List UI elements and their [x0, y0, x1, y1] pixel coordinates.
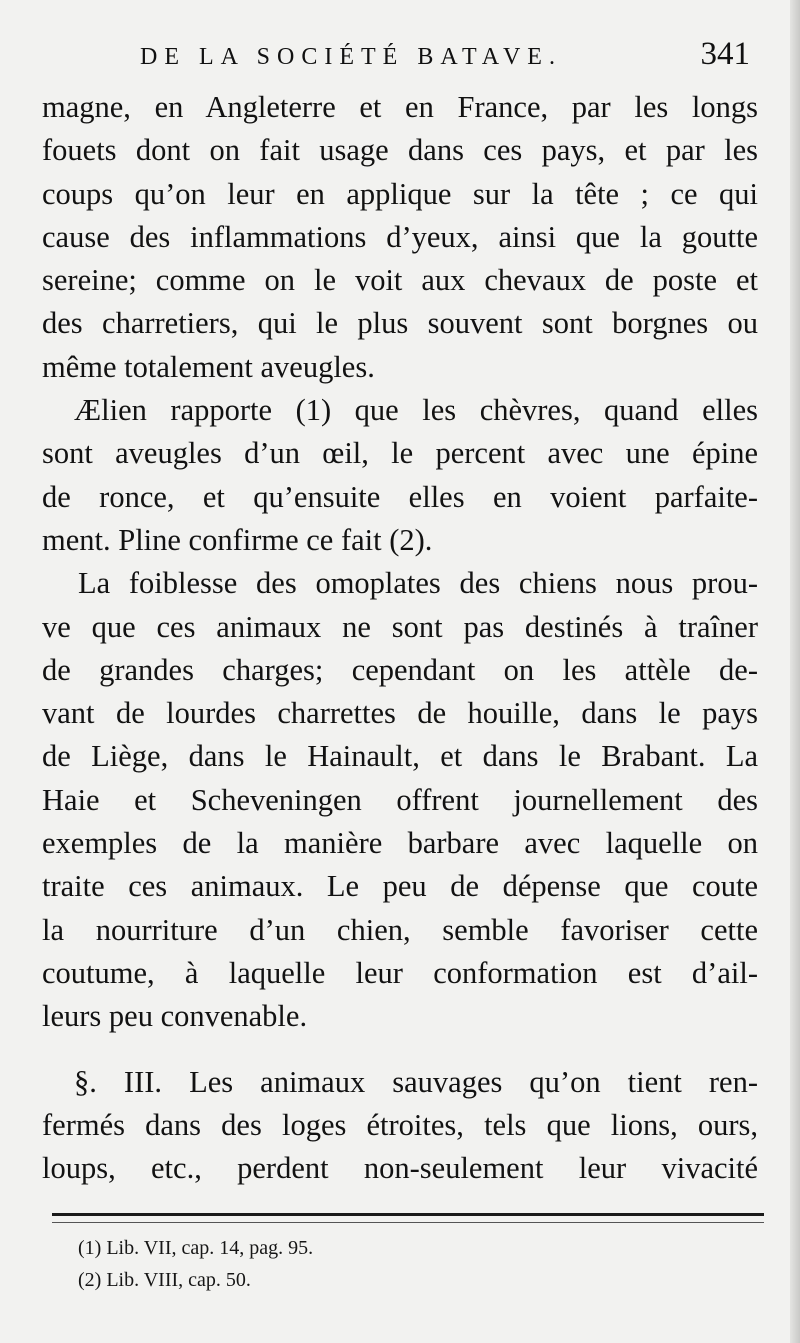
text-line: même totalement aveugles. — [42, 349, 375, 384]
text-line: loups, etc., perdent non-seulement leur vivacité — [42, 1151, 758, 1186]
text-line: des charretiers, qui le plus souvent sont borgnes ou — [42, 306, 758, 341]
text-line: de grandes charges; cependant on les attèle de- — [42, 652, 758, 687]
text-line: leurs peu convenable. — [42, 999, 308, 1034]
text-line: Haie et Scheveningen offrent journellement des — [42, 782, 758, 817]
text-line: la nourriture d’un chien, semble favoriser cette — [42, 912, 758, 947]
section-gap — [42, 1039, 758, 1061]
footnote: (1) Lib. VII, cap. 14, pag. 95. — [78, 1237, 314, 1259]
text-line: vant de lourdes charrettes de houille, dans le pays — [42, 696, 758, 731]
text-line: coups qu’on leur en applique sur la tête ; ce qui — [42, 176, 758, 211]
running-title: DE LA SOCIÉTÉ BATAVE. — [140, 44, 562, 70]
footnotes — [78, 1232, 313, 1296]
text-line: fermés dans des loges étroites, tels que lions, ours, — [42, 1107, 758, 1142]
footnote-rule-thin — [52, 1222, 764, 1223]
text-line: coutume, à laquelle leur conformation est d’ail- — [42, 955, 758, 990]
text-line: La foiblesse des omoplates des chiens nous prou- — [78, 566, 758, 601]
text-line: ve que ces animaux ne sont pas destinés à traîner — [42, 609, 758, 644]
text-line: traite ces animaux. Le peu de dépense que coute — [42, 869, 758, 904]
text-line: exemples de la manière barbare avec laquelle on — [42, 826, 758, 861]
text-line: de ronce, et qu’ensuite elles en voient parfaite- — [42, 479, 758, 514]
footnote: (2) Lib. VIII, cap. 50. — [78, 1269, 251, 1291]
text-line: §. III. Les animaux sauvages qu’on tient ren- — [74, 1064, 758, 1099]
footnote-rule — [52, 1213, 764, 1216]
text-line: ment. Pline confirme ce fait (2). — [42, 522, 433, 557]
text-line: cause des inflammations d’yeux, ainsi que la goutte — [42, 219, 758, 254]
text-line: de Liège, dans le Hainault, et dans le Brabant. La — [42, 739, 758, 774]
text-line: fouets dont on fait usage dans ces pays, et par les — [42, 133, 758, 168]
text-line: magne, en Angleterre et en France, par les longs — [42, 90, 758, 124]
page-number: 341 — [700, 36, 750, 72]
body-text — [42, 86, 758, 1190]
page-header — [140, 36, 750, 80]
page-edge-shadow — [790, 0, 800, 1343]
text-line: Ælien rapporte (1) que les chèvres, quand elles — [74, 393, 758, 428]
text-line: sont aveugles d’un œil, le percent avec une épine — [42, 436, 758, 471]
text-line: sereine; comme on le voit aux chevaux de poste et — [42, 263, 758, 298]
